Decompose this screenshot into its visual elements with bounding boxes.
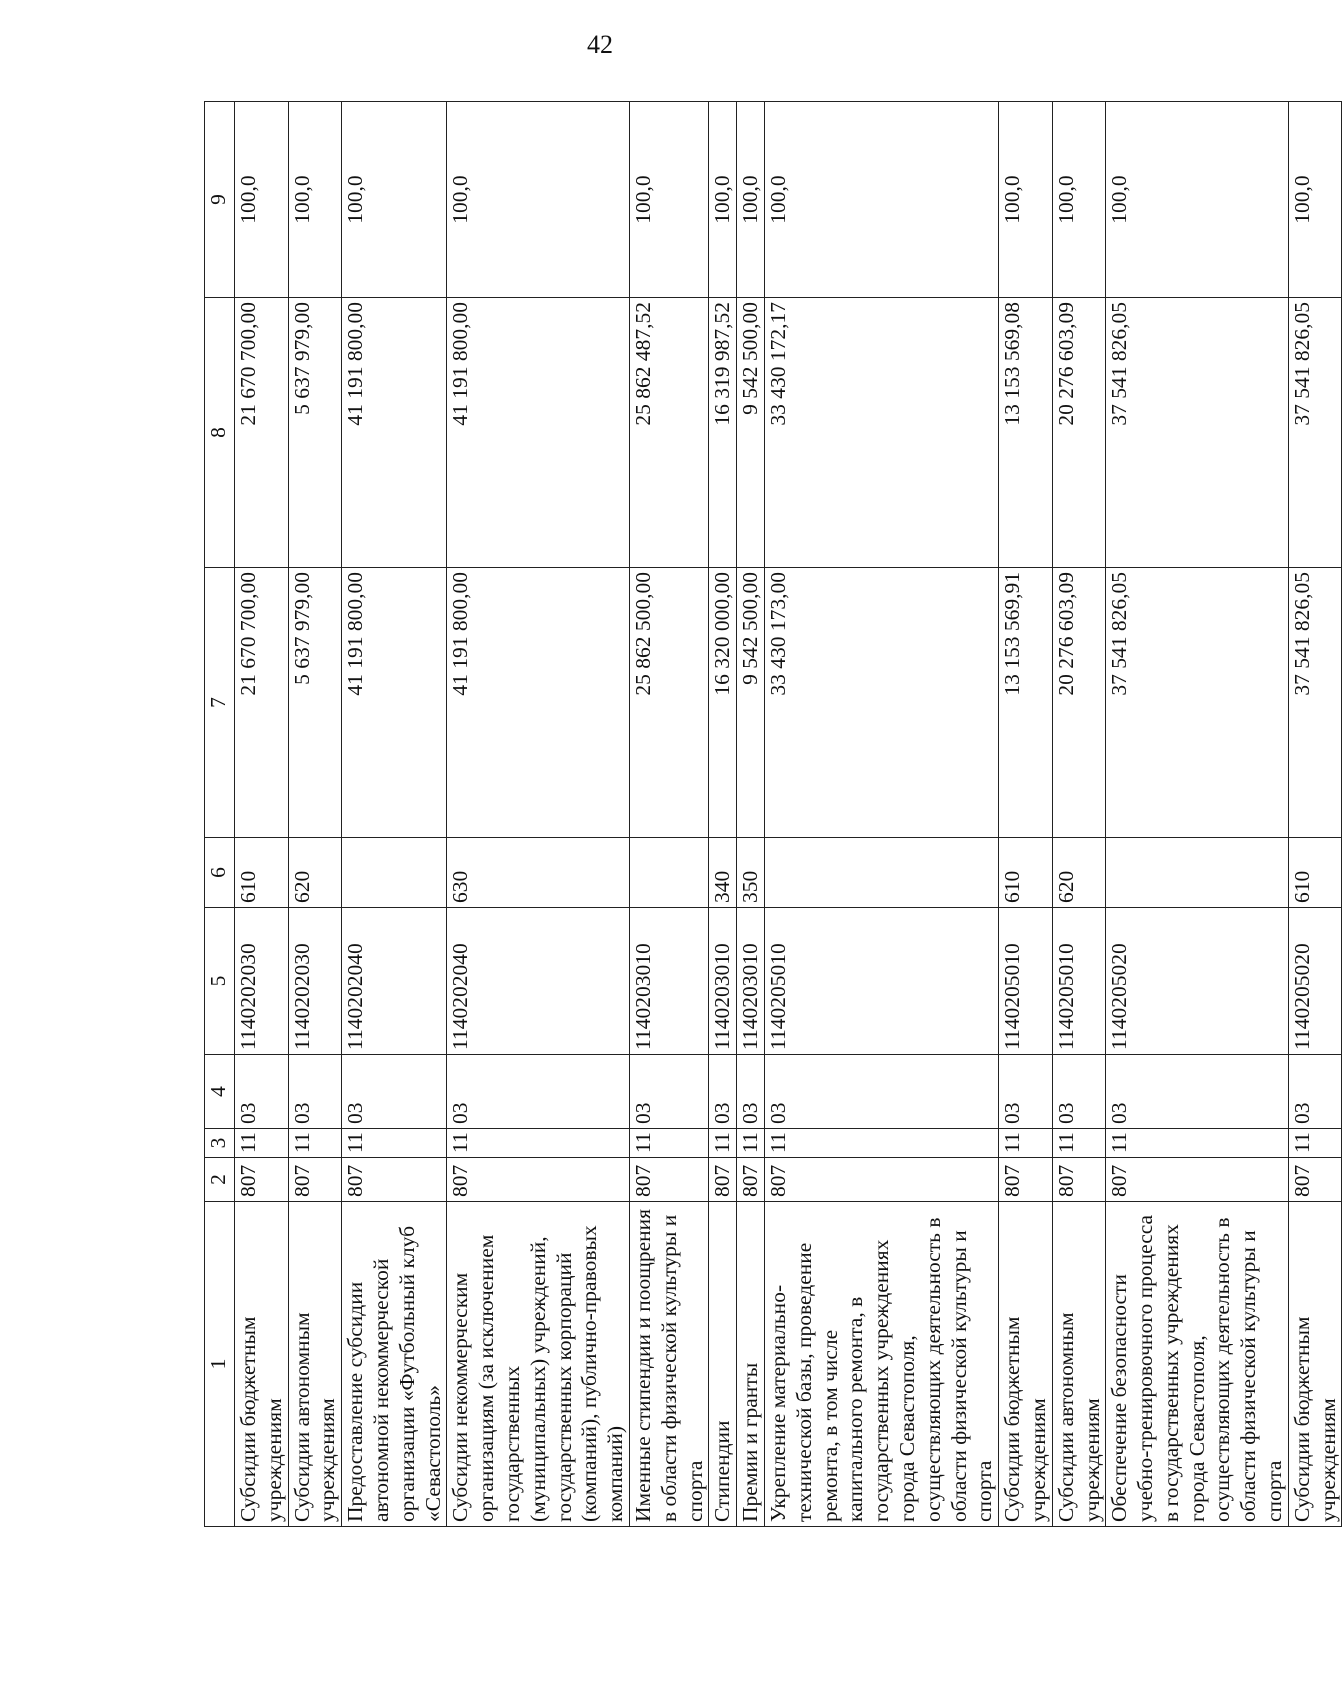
section-cell: 11 bbox=[235, 1129, 289, 1158]
budget-table bbox=[204, 101, 1342, 1527]
table-row bbox=[1288, 102, 1342, 1527]
exec-cell: 13 153 569,08 bbox=[999, 298, 1053, 568]
table-row bbox=[709, 102, 737, 1527]
exec-cell: 37 541 826,05 bbox=[1288, 298, 1342, 568]
code-cell: 807 bbox=[737, 1158, 765, 1202]
table-row bbox=[447, 102, 630, 1527]
table-header-row bbox=[205, 102, 235, 1527]
percent-cell: 100,0 bbox=[288, 102, 342, 298]
table-body bbox=[235, 102, 1342, 1527]
subsection-cell: 03 bbox=[447, 1055, 630, 1129]
section-cell: 11 bbox=[288, 1129, 342, 1158]
exec-cell: 33 430 172,17 bbox=[764, 298, 998, 568]
section-cell: 11 bbox=[737, 1129, 765, 1158]
plan-cell: 41 191 800,00 bbox=[447, 568, 630, 838]
rotated-table-wrapper bbox=[204, 102, 1340, 1527]
target-cell: 1140205020 bbox=[1288, 908, 1342, 1055]
table-row bbox=[288, 102, 342, 1527]
percent-cell: 100,0 bbox=[235, 102, 289, 298]
subsection-cell: 03 bbox=[1288, 1055, 1342, 1129]
target-cell: 1140203010 bbox=[629, 908, 708, 1055]
type-cell bbox=[629, 838, 708, 908]
type-cell: 610 bbox=[1288, 838, 1342, 908]
percent-cell: 100,0 bbox=[764, 102, 998, 298]
target-cell: 1140203010 bbox=[737, 908, 765, 1055]
section-cell: 11 bbox=[709, 1129, 737, 1158]
exec-cell: 25 862 487,52 bbox=[629, 298, 708, 568]
section-cell: 11 bbox=[342, 1129, 447, 1158]
exec-cell: 20 276 603,09 bbox=[1052, 298, 1106, 568]
target-cell: 1140202030 bbox=[288, 908, 342, 1055]
column-header-3: 3 bbox=[205, 1129, 235, 1158]
percent-cell: 100,0 bbox=[1052, 102, 1106, 298]
plan-cell: 5 637 979,00 bbox=[288, 568, 342, 838]
section-cell: 11 bbox=[447, 1129, 630, 1158]
exec-cell: 21 670 700,00 bbox=[235, 298, 289, 568]
target-cell: 1140205010 bbox=[764, 908, 998, 1055]
name-cell: Субсидии бюджетным учреждениям bbox=[999, 1202, 1053, 1527]
table-row bbox=[999, 102, 1053, 1527]
percent-cell: 100,0 bbox=[1106, 102, 1289, 298]
percent-cell: 100,0 bbox=[629, 102, 708, 298]
name-cell: Субсидии бюджетным учреждениям bbox=[235, 1202, 289, 1527]
target-cell: 1140202030 bbox=[235, 908, 289, 1055]
type-cell bbox=[342, 838, 447, 908]
name-cell: Премии и гранты bbox=[737, 1202, 765, 1527]
exec-cell: 16 319 987,52 bbox=[709, 298, 737, 568]
subsection-cell: 03 bbox=[999, 1055, 1053, 1129]
type-cell: 610 bbox=[999, 838, 1053, 908]
table-row bbox=[1106, 102, 1289, 1527]
type-cell: 350 bbox=[737, 838, 765, 908]
subsection-cell: 03 bbox=[1106, 1055, 1289, 1129]
name-cell: Именные стипендии и поощрения в области физической культуры и спорта bbox=[629, 1202, 708, 1527]
table-row bbox=[629, 102, 708, 1527]
name-cell: Субсидии некоммерческим организациям (за исключением государственных (муниципальных) учреждений, государственных корпораций (компаний), публично-правовых компаний) bbox=[447, 1202, 630, 1527]
name-cell: Субсидии автономным учреждениям bbox=[288, 1202, 342, 1527]
code-cell: 807 bbox=[764, 1158, 998, 1202]
target-cell: 1140203010 bbox=[709, 908, 737, 1055]
section-cell: 11 bbox=[629, 1129, 708, 1158]
percent-cell: 100,0 bbox=[999, 102, 1053, 298]
code-cell: 807 bbox=[342, 1158, 447, 1202]
type-cell: 630 bbox=[447, 838, 630, 908]
name-cell: Укрепление материально-технической базы, проведение ремонта, в том числе капитального ремонта, в государственных учреждениях города Севастополя, осуществляющих деятельность в области физической культуры и спорта bbox=[764, 1202, 998, 1527]
plan-cell: 13 153 569,91 bbox=[999, 568, 1053, 838]
name-cell: Стипендии bbox=[709, 1202, 737, 1527]
name-cell: Обеспечение безопасности учебно-тренировочного процесса в государственных учреждениях города Севастополя, осуществляющих деятельность в области физической культуры и спорта bbox=[1106, 1202, 1289, 1527]
code-cell: 807 bbox=[709, 1158, 737, 1202]
column-header-8: 8 bbox=[205, 298, 235, 568]
table-row bbox=[1052, 102, 1106, 1527]
subsection-cell: 03 bbox=[342, 1055, 447, 1129]
code-cell: 807 bbox=[999, 1158, 1053, 1202]
column-header-7: 7 bbox=[205, 568, 235, 838]
column-header-9: 9 bbox=[205, 102, 235, 298]
table-row bbox=[342, 102, 447, 1527]
target-cell: 1140202040 bbox=[447, 908, 630, 1055]
percent-cell: 100,0 bbox=[1288, 102, 1342, 298]
type-cell: 340 bbox=[709, 838, 737, 908]
target-cell: 1140205020 bbox=[1106, 908, 1289, 1055]
percent-cell: 100,0 bbox=[447, 102, 630, 298]
plan-cell: 33 430 173,00 bbox=[764, 568, 998, 838]
code-cell: 807 bbox=[1106, 1158, 1289, 1202]
code-cell: 807 bbox=[235, 1158, 289, 1202]
section-cell: 11 bbox=[999, 1129, 1053, 1158]
column-header-1: 1 bbox=[205, 1202, 235, 1527]
column-header-6: 6 bbox=[205, 838, 235, 908]
type-cell: 610 bbox=[235, 838, 289, 908]
code-cell: 807 bbox=[629, 1158, 708, 1202]
exec-cell: 9 542 500,00 bbox=[737, 298, 765, 568]
target-cell: 1140205010 bbox=[1052, 908, 1106, 1055]
plan-cell: 21 670 700,00 bbox=[235, 568, 289, 838]
subsection-cell: 03 bbox=[629, 1055, 708, 1129]
exec-cell: 41 191 800,00 bbox=[342, 298, 447, 568]
type-cell: 620 bbox=[288, 838, 342, 908]
exec-cell: 41 191 800,00 bbox=[447, 298, 630, 568]
subsection-cell: 03 bbox=[288, 1055, 342, 1129]
exec-cell: 37 541 826,05 bbox=[1106, 298, 1289, 568]
plan-cell: 37 541 826,05 bbox=[1106, 568, 1289, 838]
plan-cell: 41 191 800,00 bbox=[342, 568, 447, 838]
column-header-5: 5 bbox=[205, 908, 235, 1055]
code-cell: 807 bbox=[1052, 1158, 1106, 1202]
subsection-cell: 03 bbox=[235, 1055, 289, 1129]
subsection-cell: 03 bbox=[764, 1055, 998, 1129]
plan-cell: 16 320 000,00 bbox=[709, 568, 737, 838]
table-row bbox=[235, 102, 289, 1527]
plan-cell: 37 541 826,05 bbox=[1288, 568, 1342, 838]
target-cell: 1140205010 bbox=[999, 908, 1053, 1055]
plan-cell: 20 276 603,09 bbox=[1052, 568, 1106, 838]
code-cell: 807 bbox=[288, 1158, 342, 1202]
column-header-2: 2 bbox=[205, 1158, 235, 1202]
exec-cell: 5 637 979,00 bbox=[288, 298, 342, 568]
section-cell: 11 bbox=[1052, 1129, 1106, 1158]
section-cell: 11 bbox=[1106, 1129, 1289, 1158]
name-cell: Предоставление субсидии автономной некоммерческой организации «Футбольный клуб «Севастополь» bbox=[342, 1202, 447, 1527]
code-cell: 807 bbox=[1288, 1158, 1342, 1202]
name-cell: Субсидии бюджетным учреждениям bbox=[1288, 1202, 1342, 1527]
type-cell bbox=[764, 838, 998, 908]
name-cell: Субсидии автономным учреждениям bbox=[1052, 1202, 1106, 1527]
target-cell: 1140202040 bbox=[342, 908, 447, 1055]
subsection-cell: 03 bbox=[1052, 1055, 1106, 1129]
table-row bbox=[737, 102, 765, 1527]
subsection-cell: 03 bbox=[737, 1055, 765, 1129]
code-cell: 807 bbox=[447, 1158, 630, 1202]
type-cell: 620 bbox=[1052, 838, 1106, 908]
subsection-cell: 03 bbox=[709, 1055, 737, 1129]
type-cell bbox=[1106, 838, 1289, 908]
percent-cell: 100,0 bbox=[709, 102, 737, 298]
plan-cell: 25 862 500,00 bbox=[629, 568, 708, 838]
section-cell: 11 bbox=[1288, 1129, 1342, 1158]
page-number: 42 bbox=[587, 30, 613, 59]
plan-cell: 9 542 500,00 bbox=[737, 568, 765, 838]
section-cell: 11 bbox=[764, 1129, 998, 1158]
table-row bbox=[764, 102, 998, 1527]
percent-cell: 100,0 bbox=[342, 102, 447, 298]
column-header-4: 4 bbox=[205, 1055, 235, 1129]
percent-cell: 100,0 bbox=[737, 102, 765, 298]
